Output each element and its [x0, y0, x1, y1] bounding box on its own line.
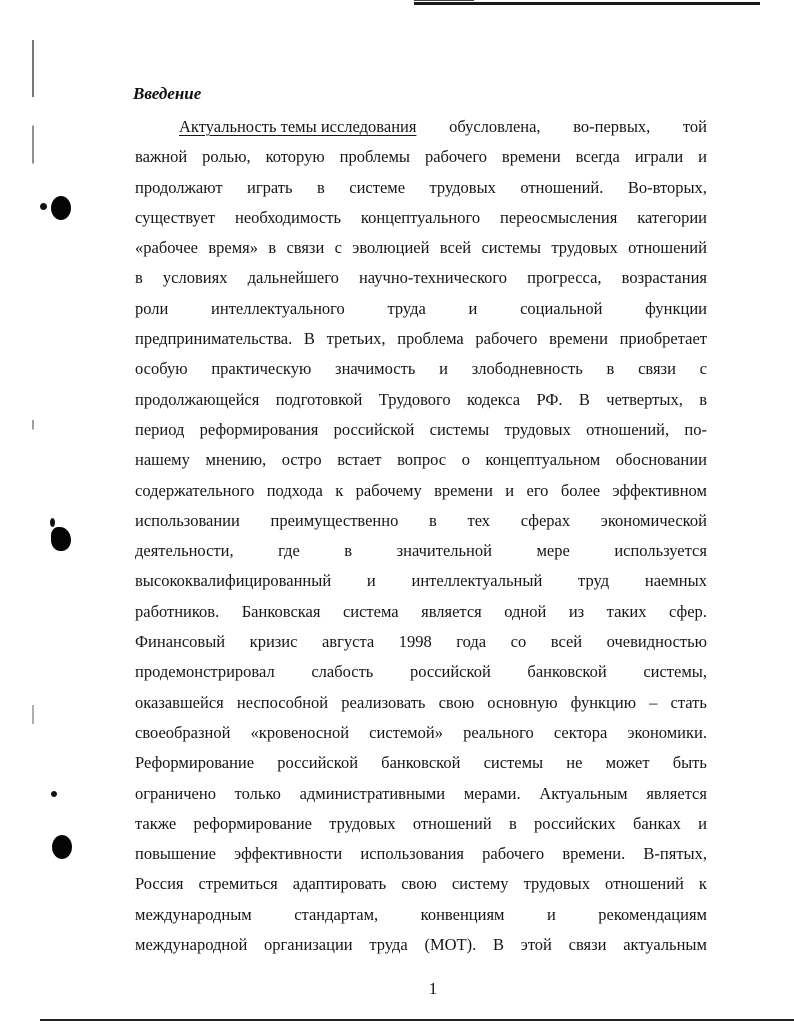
word: экономической [600, 510, 707, 530]
word: быть [672, 753, 707, 773]
text-line [135, 233, 707, 263]
word: нашему [135, 450, 190, 470]
text-line [135, 263, 707, 293]
word: и [505, 480, 515, 500]
word: преимущественно [270, 510, 399, 530]
word: трудовых [504, 419, 571, 439]
word: функции [645, 298, 707, 318]
punch-speck [50, 518, 55, 527]
word: может [605, 753, 650, 773]
word: по- [684, 419, 707, 439]
word: концептуального [360, 207, 481, 227]
text-line [135, 566, 707, 596]
word: сферах [520, 510, 571, 530]
word: из [568, 601, 585, 621]
word: существует [135, 207, 216, 227]
word: свою [401, 874, 437, 894]
word: научно-технического [358, 268, 508, 288]
word: труд [578, 571, 610, 591]
text-line [135, 597, 707, 627]
word: реального [463, 722, 534, 742]
word: использовании [135, 510, 240, 530]
word: играть [247, 177, 293, 197]
word: которую [265, 147, 325, 167]
word: стать [670, 692, 707, 712]
text-line [135, 415, 707, 445]
word: третьих, [326, 329, 386, 349]
word: «рабочее [135, 238, 198, 258]
word: особую [135, 359, 188, 379]
word: в [429, 510, 437, 530]
scan-edge-bottom [40, 1019, 794, 1022]
word: связи [638, 359, 676, 379]
body-text [135, 112, 707, 960]
word: концептуальном [485, 450, 601, 470]
word: сектора [553, 722, 608, 742]
word: отношений, [586, 419, 670, 439]
text-line [135, 536, 707, 566]
word: продемонстрировал [135, 662, 275, 682]
word: эффективном [612, 480, 707, 500]
word: в [135, 268, 143, 288]
word: В [578, 389, 590, 409]
text-line [135, 354, 707, 384]
word: к [698, 874, 707, 894]
word: ролью, [202, 147, 251, 167]
word: Актуальным [539, 783, 628, 803]
word: кризис [249, 632, 298, 652]
text-line [135, 173, 707, 203]
punch-speck [51, 791, 57, 797]
word: трудовых [551, 238, 618, 258]
word: приобретает [619, 329, 707, 349]
word: стандартам, [294, 904, 379, 924]
text-line [135, 839, 707, 869]
word: отношений [605, 874, 684, 894]
word: адаптировать [292, 874, 387, 894]
word: значительной [396, 541, 492, 561]
text-line [135, 627, 707, 657]
word: реализовать [341, 692, 426, 712]
word: (МОТ). [424, 935, 477, 955]
word: вопрос [397, 450, 447, 470]
text-line [135, 748, 707, 778]
word: системе [349, 177, 406, 197]
word: дальнейшего [247, 268, 339, 288]
page-number: 1 [428, 979, 438, 998]
text-line [135, 142, 707, 172]
word: систему [451, 874, 509, 894]
word: высококвалифицированный [135, 571, 332, 591]
word: злободневность [471, 359, 583, 379]
word: в [268, 238, 277, 258]
word: также [135, 813, 177, 833]
word: время» [208, 238, 258, 258]
word: основную [487, 692, 558, 712]
word: со [510, 632, 527, 652]
word: подхода [266, 480, 323, 500]
word: система [342, 601, 399, 621]
word: – [649, 692, 658, 712]
word: российской [333, 419, 415, 439]
word: 1998 [398, 632, 432, 652]
word: рекомендациям [598, 904, 707, 924]
word: российской [409, 662, 491, 682]
word: неспособной [236, 692, 329, 712]
text-line [135, 779, 707, 809]
word: «кровеносной [250, 722, 350, 742]
word: и [698, 147, 707, 167]
word: Трудового [378, 389, 451, 409]
word: мере [536, 541, 570, 561]
word: слабость [311, 662, 374, 682]
word: социальной [520, 298, 603, 318]
text-line [135, 385, 707, 415]
text-line [135, 203, 707, 233]
word: времени. [562, 844, 626, 864]
word: наемных [644, 571, 707, 591]
punch-speck [40, 203, 47, 210]
word: административными [299, 783, 446, 803]
word: мерами. [463, 783, 521, 803]
word: является [646, 783, 707, 803]
word: реформирование [193, 813, 312, 833]
word: системой» [369, 722, 443, 742]
word: российской [277, 753, 359, 773]
word: не [566, 753, 583, 773]
word: системы [481, 238, 542, 258]
text-line [135, 445, 707, 475]
word: всей [550, 632, 583, 652]
word: свою [438, 692, 475, 712]
word: во-первых, [573, 117, 651, 136]
word: только [234, 783, 281, 803]
word: стремиться [198, 874, 278, 894]
word: В [303, 329, 315, 349]
word: условиях [162, 268, 228, 288]
word: к [335, 480, 344, 500]
word: Во-вторых, [627, 177, 707, 197]
word: всей [439, 238, 472, 258]
word: актуальным [623, 935, 707, 955]
word: связи [568, 935, 607, 955]
word: остро [281, 450, 322, 470]
word: содержательного [135, 480, 255, 500]
word: играли [634, 147, 684, 167]
text-line [135, 869, 707, 899]
word: международным [135, 904, 252, 924]
word: эволюцией [352, 238, 430, 258]
word: таких [606, 601, 647, 621]
word: этой [520, 935, 552, 955]
word: своеобразной [135, 722, 231, 742]
word: в [316, 177, 325, 197]
word: системы, [643, 662, 707, 682]
word: одной [504, 601, 547, 621]
word: в [606, 359, 615, 379]
scan-edge-left [32, 40, 34, 990]
word: очевидностью [606, 632, 707, 652]
word: возрастания [621, 268, 707, 288]
word: проблема [397, 329, 464, 349]
word: используется [614, 541, 707, 561]
word: прогресса, [527, 268, 602, 288]
text-line [135, 688, 707, 718]
word: в [344, 541, 353, 561]
word: конвенциям [420, 904, 505, 924]
text-line [135, 476, 707, 506]
word: более [560, 480, 601, 500]
word: с [334, 238, 342, 258]
underlined-phrase: Актуальность темы исследования [179, 117, 417, 136]
punch-hole [52, 835, 72, 859]
word: и [468, 298, 478, 318]
word: отношений. [520, 177, 604, 197]
word: рабочего [475, 329, 538, 349]
word: РФ. [536, 389, 563, 409]
word: работников. [135, 601, 220, 621]
word: времени [549, 329, 608, 349]
word: рабочему [355, 480, 422, 500]
word: банках [632, 813, 681, 833]
word: реформирования [199, 419, 319, 439]
word: период [135, 419, 185, 439]
word: с [699, 359, 707, 379]
word: интеллектуальный [411, 571, 543, 591]
word: переосмысления [499, 207, 618, 227]
word: трудовых [523, 874, 591, 894]
word: и [546, 904, 556, 924]
word: продолжающейся [135, 389, 260, 409]
word: августа [321, 632, 375, 652]
word: мнению, [205, 450, 267, 470]
word: труда [369, 935, 408, 955]
word: всегда [575, 147, 620, 167]
text-line [135, 718, 707, 748]
word: отношений [412, 813, 492, 833]
word: подготовкой [275, 389, 363, 409]
word: российских [534, 813, 616, 833]
word: функцию [570, 692, 637, 712]
word: обосновании [615, 450, 707, 470]
word: значимость [335, 359, 416, 379]
word: встает [337, 450, 382, 470]
word: сфер. [668, 601, 707, 621]
word: и [366, 571, 376, 591]
word: Финансовый [135, 632, 226, 652]
text-line [135, 900, 707, 930]
word: практическую [211, 359, 312, 379]
word: необходимость [235, 207, 341, 227]
text-line [135, 112, 707, 142]
text-line [135, 324, 707, 354]
section-heading: Введение [133, 84, 202, 103]
word: интеллектуального [211, 298, 345, 318]
text-line [135, 294, 707, 324]
word: о [461, 450, 470, 470]
word: использования [360, 844, 464, 864]
word: отношений [628, 238, 707, 258]
word: труда [387, 298, 426, 318]
word: оказавшейся [135, 692, 224, 712]
word: в [508, 813, 517, 833]
word: и [439, 359, 448, 379]
word: Россия [135, 874, 184, 894]
word: кодекса [466, 389, 521, 409]
word: экономики. [627, 722, 707, 742]
word: Реформирование [135, 753, 255, 773]
word: его [526, 480, 549, 500]
punch-hole [51, 196, 71, 220]
word: времени [434, 480, 493, 500]
scan-edge-top [414, 0, 760, 5]
word: системы [429, 419, 490, 439]
word: повышение [135, 844, 216, 864]
word: проблемы [339, 147, 411, 167]
text-line [135, 809, 707, 839]
word: года [456, 632, 487, 652]
word: рабочего [482, 844, 545, 864]
word: важной [135, 147, 188, 167]
word: организации [264, 935, 353, 955]
word: четвертых, [606, 389, 683, 409]
word: Банковская [241, 601, 321, 621]
word: роли [135, 298, 169, 318]
word: продолжают [135, 177, 223, 197]
punch-hole [51, 527, 71, 551]
word: банковской [527, 662, 607, 682]
word: времени [501, 147, 561, 167]
word: где [278, 541, 300, 561]
word: ограничено [135, 783, 216, 803]
word: рабочего [424, 147, 487, 167]
text-line [135, 657, 707, 687]
word: трудовых [429, 177, 496, 197]
word: той [682, 117, 707, 136]
text-line [135, 506, 707, 536]
word: эффективности [234, 844, 343, 864]
word: в [699, 389, 707, 409]
text-line [135, 930, 707, 960]
word: связи [286, 238, 325, 258]
word: предпринимательства. [135, 329, 293, 349]
word: международной [135, 935, 248, 955]
word: системы [483, 753, 544, 773]
word: В-пятых, [643, 844, 707, 864]
word: является [421, 601, 482, 621]
word: тех [467, 510, 491, 530]
word: трудовых [329, 813, 396, 833]
word: деятельности, [135, 541, 234, 561]
word: обусловлена, [449, 117, 541, 136]
word: В [492, 935, 504, 955]
word: и [698, 813, 707, 833]
word: банковской [381, 753, 461, 773]
word: категории [637, 207, 707, 227]
